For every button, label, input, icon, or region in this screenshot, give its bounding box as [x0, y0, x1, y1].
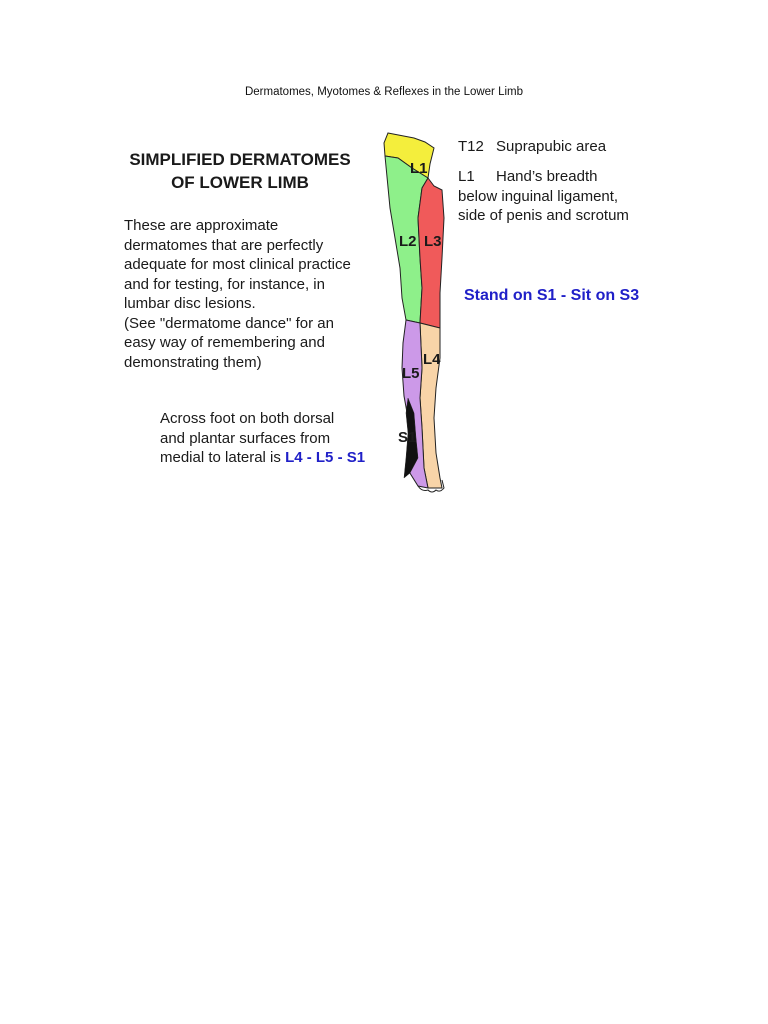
foot-sequence-highlight: L4 - L5 - S1	[285, 449, 366, 466]
label-l1: L1	[410, 160, 428, 177]
legend-l1-line2: below inguinal ligament,	[458, 187, 619, 205]
intro-line: These are approximate	[124, 217, 279, 234]
page-title: Dermatomes, Myotomes & Reflexes in the Lower Limb	[244, 86, 524, 98]
label-l4: L4	[423, 351, 441, 368]
intro-text	[124, 216, 379, 372]
legend-l1	[458, 167, 629, 226]
legend-t12-code: T12	[458, 138, 484, 155]
foot-line-prefix: medial to lateral is	[160, 449, 286, 466]
stand-sit-mnemonic: Stand on S1 - Sit on S3	[464, 287, 640, 304]
legend-t12-text: Suprapubic area	[496, 138, 607, 155]
lower-limb-dermatome-diagram	[370, 128, 460, 493]
figure-heading	[110, 148, 370, 194]
foot-line: and plantar surfaces from	[160, 429, 331, 447]
foot-note	[160, 409, 395, 468]
l3-region	[418, 178, 444, 328]
intro-line: easy way of remembering and	[124, 334, 325, 351]
label-l2: L2	[399, 233, 417, 250]
intro-line: and for testing, for instance, in	[124, 275, 325, 293]
label-l3: L3	[424, 233, 442, 250]
label-l5: L5	[402, 365, 420, 382]
intro-line: adequate for most clinical practice	[124, 256, 351, 273]
heading-line-2: OF LOWER LIMB	[171, 173, 309, 192]
legend-l1-line3: side of penis and scrotum	[458, 207, 629, 224]
legend-t12	[458, 138, 606, 155]
intro-line: demonstrating them)	[124, 353, 262, 371]
heading-line-1: SIMPLIFIED DERMATOMES	[129, 150, 351, 169]
foot-line	[160, 448, 395, 468]
foot-line: Across foot on both dorsal	[160, 410, 335, 427]
intro-line: (See "dermatome dance" for an	[124, 314, 334, 332]
intro-line: lumbar disc lesions.	[124, 295, 256, 312]
label-s1: S1	[398, 429, 417, 446]
legend-l1-code: L1	[458, 168, 475, 185]
intro-line: dermatomes that are perfectly	[124, 236, 324, 254]
legend-l1-line1: Hand’s breadth	[496, 168, 598, 185]
